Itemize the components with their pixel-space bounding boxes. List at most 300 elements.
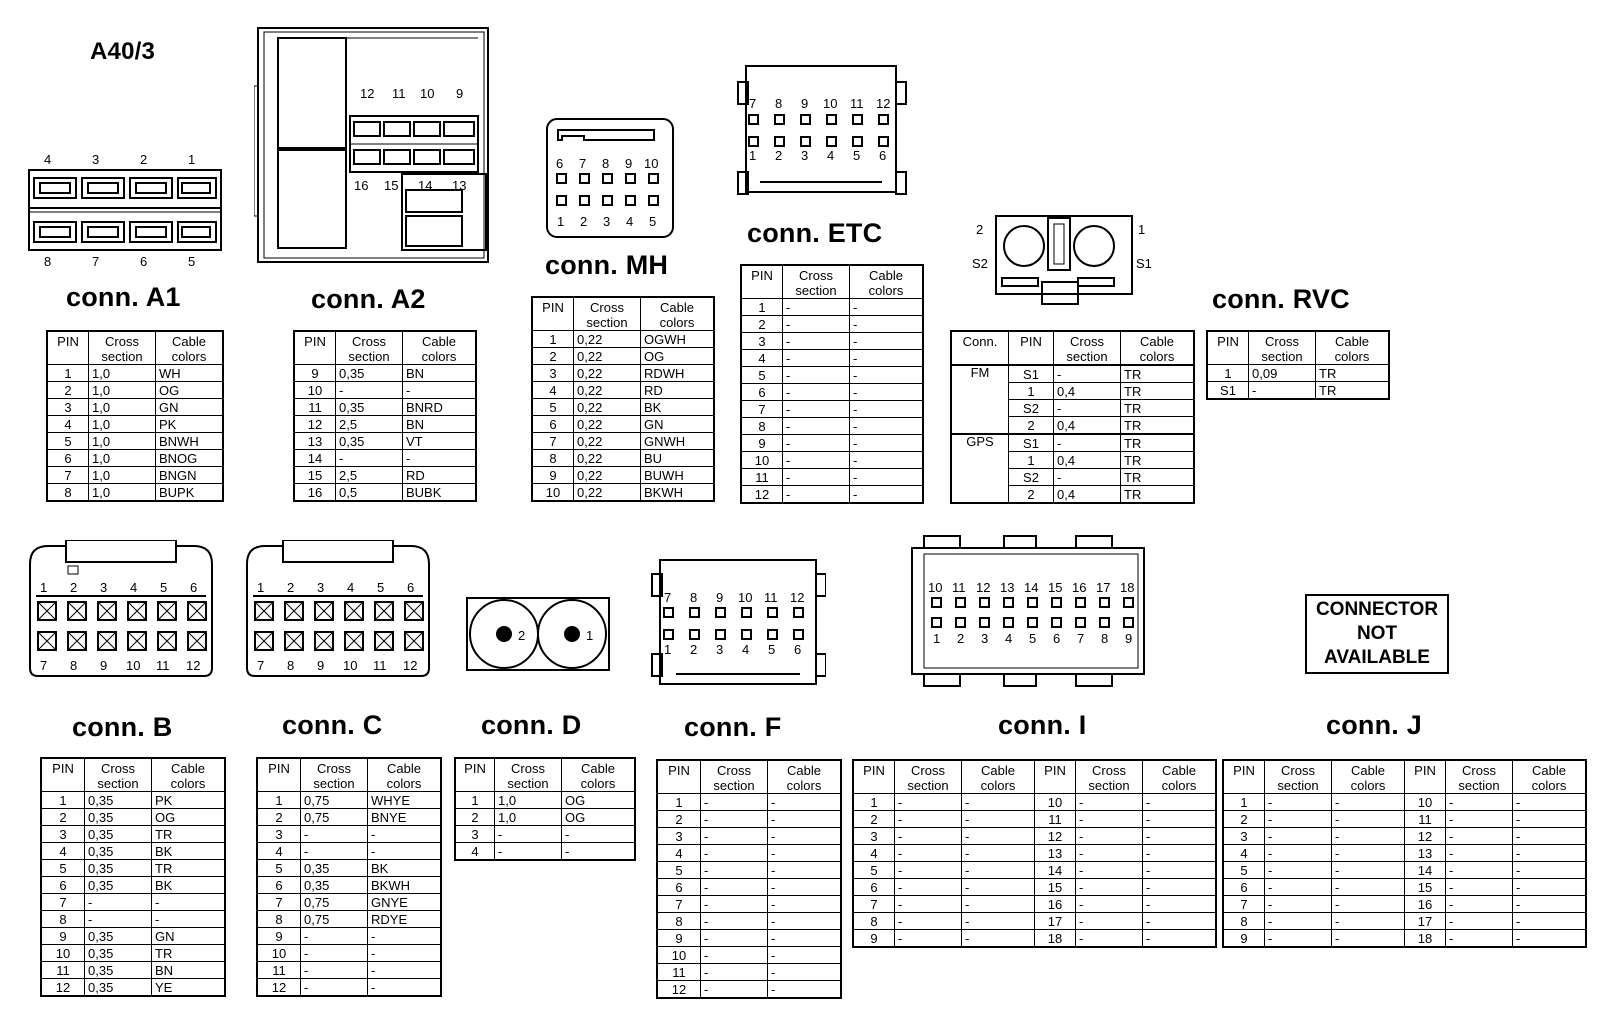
- conn-j-table: [1222, 759, 1587, 948]
- column-header: Cross section: [1054, 331, 1121, 365]
- pin-label: 14: [418, 178, 433, 193]
- table-cell: 10: [741, 452, 783, 469]
- pin-label: 4: [347, 580, 355, 595]
- table-cell: -: [850, 367, 924, 384]
- table-cell: 0,35: [85, 945, 152, 962]
- column-header: Cross section: [895, 760, 962, 794]
- table-cell: BK: [152, 877, 226, 894]
- table-cell: 2: [853, 811, 895, 828]
- table-cell: S2: [1009, 400, 1054, 417]
- pin-label: 1: [586, 628, 594, 643]
- table-row: [47, 450, 223, 467]
- conn-a1-table: [46, 330, 224, 502]
- table-row: [1223, 811, 1586, 828]
- table-row: [294, 416, 476, 433]
- table-cell: TR: [1121, 383, 1195, 400]
- table-cell: -: [1265, 930, 1332, 948]
- table-cell: GNYE: [368, 894, 442, 911]
- table-cell: 11: [41, 962, 85, 979]
- table-row: [532, 348, 714, 365]
- conn-b-drawing: [26, 540, 216, 682]
- table-cell: -: [1265, 845, 1332, 862]
- table-row: [741, 435, 923, 452]
- table-cell: TR: [1121, 417, 1195, 435]
- notice-line: NOT: [1356, 623, 1398, 644]
- pin-label: 8: [602, 156, 610, 171]
- pin-label: 5: [1029, 631, 1037, 646]
- table-cell: -: [301, 826, 368, 843]
- table-cell: 9: [532, 467, 574, 484]
- table-cell: 7: [657, 896, 701, 913]
- table-cell: 0,35: [85, 962, 152, 979]
- table-cell: 0,75: [301, 894, 368, 911]
- column-header: Cable colors: [768, 760, 842, 794]
- conn-c-drawing: [243, 540, 433, 682]
- table-cell: -: [1143, 828, 1217, 845]
- column-header: Cable colors: [1143, 760, 1217, 794]
- table-cell: -: [768, 811, 842, 828]
- table-row: [853, 828, 1216, 845]
- table-cell: VT: [403, 433, 477, 450]
- table-cell: 1: [1009, 383, 1054, 400]
- table-cell: 1: [741, 299, 783, 316]
- table-row: [741, 418, 923, 435]
- conn-a1-title: conn. A1: [66, 282, 181, 312]
- table-cell: 1: [1207, 365, 1249, 382]
- conn-f-title: conn. F: [684, 712, 782, 742]
- table-cell: 8: [41, 911, 85, 928]
- conn-rvc-title: conn. RVC: [1212, 284, 1350, 314]
- table-cell: -: [301, 945, 368, 962]
- table-cell: -: [768, 930, 842, 947]
- table-cell: 5: [41, 860, 85, 877]
- table-cell: TR: [1121, 469, 1195, 486]
- table-cell: -: [768, 896, 842, 913]
- pin-label: 10: [823, 96, 838, 111]
- table-cell: 2: [532, 348, 574, 365]
- table-row: [294, 433, 476, 450]
- table-cell: 4: [532, 382, 574, 399]
- table-cell: GN: [152, 928, 226, 945]
- table-cell: -: [962, 862, 1035, 879]
- conn-c-title: conn. C: [282, 710, 383, 740]
- table-cell: 15: [1405, 879, 1446, 896]
- table-cell: 3: [532, 365, 574, 382]
- table-cell: -: [783, 333, 850, 350]
- table-cell: 1,0: [89, 450, 156, 467]
- table-cell: 1: [1009, 452, 1054, 469]
- notice-line: AVAILABLE: [1324, 647, 1430, 668]
- table-row: [257, 928, 441, 945]
- table-cell: 0,75: [301, 809, 368, 826]
- table-cell: BKWH: [641, 484, 715, 502]
- table-cell: 10: [294, 382, 336, 399]
- table-cell: 6: [47, 450, 89, 467]
- pin-label: 10: [644, 156, 659, 171]
- table-cell: BNYE: [368, 809, 442, 826]
- table-cell: 7: [47, 467, 89, 484]
- table-cell: -: [1513, 913, 1587, 930]
- pin-label: 3: [100, 580, 108, 595]
- table-cell: 9: [294, 365, 336, 382]
- pin-label: 3: [716, 642, 724, 657]
- pin-label: 9: [625, 156, 633, 171]
- table-cell: -: [495, 826, 562, 843]
- table-cell: 2,5: [336, 467, 403, 484]
- conn-mh-title: conn. MH: [545, 250, 669, 280]
- pin-label: 12: [186, 658, 201, 673]
- table-cell: -: [850, 333, 924, 350]
- pin-label: 2: [518, 628, 526, 643]
- table-row: [532, 416, 714, 433]
- table-cell: 7: [41, 894, 85, 911]
- table-cell: -: [368, 945, 442, 962]
- table-cell: -: [850, 316, 924, 333]
- table-cell: OG: [562, 792, 636, 809]
- table-cell: -: [701, 879, 768, 896]
- table-cell: 4: [41, 843, 85, 860]
- table-row: [294, 382, 476, 399]
- table-row: [657, 947, 841, 964]
- table-cell: -: [783, 401, 850, 418]
- table-cell: -: [1513, 845, 1587, 862]
- table-cell: -: [701, 828, 768, 845]
- table-cell: -: [1446, 862, 1513, 879]
- table-cell: OGWH: [641, 331, 715, 348]
- pin-label: 3: [801, 148, 809, 163]
- table-cell: 8: [532, 450, 574, 467]
- pin-label: 1: [257, 580, 265, 595]
- conn-mh-drawing: [544, 116, 676, 240]
- table-cell: 2: [1223, 811, 1265, 828]
- table-cell: 10: [532, 484, 574, 502]
- table-cell: 9: [657, 930, 701, 947]
- table-cell: -: [1513, 862, 1587, 879]
- table-cell: 4: [257, 843, 301, 860]
- pin-label: 10: [126, 658, 141, 673]
- table-cell: -: [701, 981, 768, 999]
- pin-label: 11: [156, 658, 170, 673]
- table-cell: 6: [741, 384, 783, 401]
- table-cell: 1: [257, 792, 301, 809]
- table-cell: 1,0: [89, 399, 156, 416]
- pin-label: 1: [40, 580, 48, 595]
- pin-label: 12: [403, 658, 418, 673]
- table-cell: -: [1054, 400, 1121, 417]
- table-cell: -: [701, 896, 768, 913]
- table-cell: BUBK: [403, 484, 477, 502]
- table-cell: 10: [41, 945, 85, 962]
- pin-label: 6: [140, 254, 148, 269]
- table-cell: -: [1332, 811, 1405, 828]
- table-row: [853, 913, 1216, 930]
- conn-a2-drawing: [254, 26, 494, 264]
- table-row: [455, 826, 635, 843]
- table-cell: TR: [1316, 382, 1390, 400]
- pin-label: 7: [40, 658, 48, 673]
- table-row: [853, 862, 1216, 879]
- pin-label: 16: [1072, 580, 1087, 595]
- table-cell: -: [962, 811, 1035, 828]
- notice-line: CONNECTOR: [1315, 599, 1439, 620]
- pin-label: 12: [360, 86, 375, 101]
- table-row: [47, 416, 223, 433]
- table-cell: 0,22: [574, 331, 641, 348]
- table-cell: GNWH: [641, 433, 715, 450]
- table-row: [1223, 845, 1586, 862]
- table-row: [1223, 862, 1586, 879]
- table-cell: 6: [853, 879, 895, 896]
- pin-label: 8: [70, 658, 78, 673]
- table-cell: 7: [257, 894, 301, 911]
- table-cell: -: [701, 964, 768, 981]
- table-cell: -: [1513, 811, 1587, 828]
- table-cell: 15: [1035, 879, 1076, 896]
- table-cell: -: [701, 845, 768, 862]
- table-cell: -: [403, 382, 477, 399]
- table-cell: -: [1332, 845, 1405, 862]
- table-cell: 14: [1405, 862, 1446, 879]
- table-row: [657, 862, 841, 879]
- table-row: [657, 964, 841, 981]
- table-row: [657, 794, 841, 811]
- table-cell: OG: [562, 809, 636, 826]
- table-cell: -: [1332, 794, 1405, 811]
- table-cell: BK: [641, 399, 715, 416]
- table-cell: 3: [741, 333, 783, 350]
- table-cell: BNOG: [156, 450, 224, 467]
- table-cell: 0,35: [85, 877, 152, 894]
- conn-i-title: conn. I: [998, 710, 1087, 740]
- table-cell: -: [1054, 365, 1121, 383]
- pin-label: 4: [827, 148, 835, 163]
- table-cell: 12: [41, 979, 85, 997]
- table-row: [257, 894, 441, 911]
- table-cell: -: [895, 845, 962, 862]
- conn-etc-table: [740, 264, 924, 504]
- table-cell: S1: [1009, 434, 1054, 452]
- table-cell: -: [1513, 896, 1587, 913]
- table-cell: -: [850, 418, 924, 435]
- pin-label: S1: [1136, 256, 1152, 271]
- column-header: Cross section: [336, 331, 403, 365]
- table-cell: 4: [455, 843, 495, 861]
- table-cell: -: [1076, 879, 1143, 896]
- table-cell: -: [368, 826, 442, 843]
- table-cell: 8: [853, 913, 895, 930]
- pin-label: 9: [317, 658, 325, 673]
- pin-label: 7: [664, 590, 672, 605]
- table-row: [741, 333, 923, 350]
- conn-d-drawing: [464, 594, 614, 674]
- table-cell: 2: [1009, 417, 1054, 435]
- table-cell: -: [1446, 879, 1513, 896]
- table-cell: -: [1513, 879, 1587, 896]
- table-cell: -: [768, 879, 842, 896]
- table-cell: BN: [152, 962, 226, 979]
- table-cell: BK: [368, 860, 442, 877]
- table-header-row: [1223, 760, 1586, 794]
- table-cell: 10: [657, 947, 701, 964]
- table-row: [41, 792, 225, 809]
- table-row: [257, 843, 441, 860]
- table-cell: 0,75: [301, 792, 368, 809]
- table-cell: -: [1054, 434, 1121, 452]
- table-cell: -: [783, 486, 850, 504]
- table-cell: 12: [741, 486, 783, 504]
- table-row: [294, 484, 476, 502]
- table-cell: 3: [47, 399, 89, 416]
- table-cell: -: [1143, 913, 1217, 930]
- conn-d-table: [454, 757, 636, 861]
- pin-label: 8: [1101, 631, 1109, 646]
- table-cell: -: [895, 794, 962, 811]
- pin-label: 9: [456, 86, 464, 101]
- table-cell: -: [1513, 828, 1587, 845]
- pin-label: 2: [287, 580, 295, 595]
- conn-fmgps-table: [950, 330, 1195, 504]
- table-row: [455, 792, 635, 809]
- conn-f-table: [656, 759, 842, 999]
- table-cell: 15: [294, 467, 336, 484]
- table-cell: -: [1332, 862, 1405, 879]
- table-cell: TR: [1121, 400, 1195, 417]
- table-cell: 5: [741, 367, 783, 384]
- table-row: [951, 365, 1194, 383]
- table-cell: -: [850, 486, 924, 504]
- table-cell: FM: [951, 365, 1009, 383]
- table-cell: BN: [403, 365, 477, 382]
- table-cell: 1,0: [495, 792, 562, 809]
- table-row: [257, 945, 441, 962]
- table-cell: RDYE: [368, 911, 442, 928]
- pin-label: 6: [407, 580, 415, 595]
- table-row: [257, 911, 441, 928]
- conn-a2-title: conn. A2: [311, 284, 426, 314]
- conn-mh-table: [531, 296, 715, 502]
- table-cell: -: [1143, 862, 1217, 879]
- conn-j-title: conn. J: [1326, 710, 1422, 740]
- table-cell: 12: [657, 981, 701, 999]
- table-row: [951, 383, 1194, 400]
- table-cell: 13: [294, 433, 336, 450]
- pin-label: 1: [557, 214, 565, 229]
- table-cell: -: [1143, 845, 1217, 862]
- pin-label: 6: [190, 580, 198, 595]
- table-cell: BNGN: [156, 467, 224, 484]
- table-row: [41, 962, 225, 979]
- table-cell: [951, 469, 1009, 486]
- table-cell: 0,22: [574, 399, 641, 416]
- table-cell: TR: [1121, 486, 1195, 504]
- pin-label: 4: [742, 642, 750, 657]
- pin-label: 2: [976, 222, 984, 237]
- table-cell: -: [301, 979, 368, 997]
- column-header: Cross section: [574, 297, 641, 331]
- table-row: [741, 486, 923, 504]
- pin-label: 11: [850, 96, 864, 111]
- table-cell: -: [783, 350, 850, 367]
- table-cell: -: [562, 843, 636, 861]
- pin-label: 3: [92, 152, 100, 167]
- table-row: [951, 486, 1194, 504]
- pin-label: 11: [392, 86, 406, 101]
- table-cell: -: [701, 947, 768, 964]
- table-cell: -: [1076, 896, 1143, 913]
- table-row: [657, 930, 841, 947]
- column-header: Conn.: [951, 331, 1009, 365]
- pin-label: 8: [44, 254, 52, 269]
- table-row: [532, 399, 714, 416]
- table-row: [455, 843, 635, 861]
- table-row: [951, 452, 1194, 469]
- table-cell: 1,0: [89, 382, 156, 399]
- table-cell: -: [895, 913, 962, 930]
- table-cell: 3: [41, 826, 85, 843]
- column-header: Cross section: [89, 331, 156, 365]
- table-cell: -: [562, 826, 636, 843]
- table-cell: -: [783, 299, 850, 316]
- table-cell: S1: [1207, 382, 1249, 400]
- table-cell: 8: [257, 911, 301, 928]
- table-cell: -: [1446, 896, 1513, 913]
- table-cell: 5: [257, 860, 301, 877]
- table-cell: 1: [1223, 794, 1265, 811]
- table-row: [741, 350, 923, 367]
- column-header: Cable colors: [152, 758, 226, 792]
- table-cell: -: [1076, 930, 1143, 948]
- conn-a2-table: [293, 330, 477, 502]
- table-row: [532, 382, 714, 399]
- pin-label: 8: [690, 590, 698, 605]
- conn-c-table: [256, 757, 442, 997]
- table-cell: 12: [1405, 828, 1446, 845]
- table-cell: -: [1265, 879, 1332, 896]
- table-row: [853, 879, 1216, 896]
- table-row: [47, 399, 223, 416]
- table-row: [532, 433, 714, 450]
- pin-label: 15: [1048, 580, 1063, 595]
- pin-label: 2: [690, 642, 698, 657]
- table-row: [257, 877, 441, 894]
- table-row: [853, 845, 1216, 862]
- table-cell: -: [1446, 913, 1513, 930]
- table-cell: -: [768, 964, 842, 981]
- table-cell: 8: [47, 484, 89, 502]
- table-cell: TR: [152, 860, 226, 877]
- conn-etc-drawing: [736, 64, 908, 196]
- table-cell: -: [768, 947, 842, 964]
- table-header-row: [455, 758, 635, 792]
- table-cell: TR: [152, 826, 226, 843]
- table-cell: BK: [152, 843, 226, 860]
- pin-label: 3: [603, 214, 611, 229]
- table-cell: [951, 400, 1009, 417]
- pin-label: 10: [420, 86, 435, 101]
- pin-label: 8: [775, 96, 783, 111]
- pin-label: 6: [794, 642, 802, 657]
- table-cell: 7: [1223, 896, 1265, 913]
- pin-label: 3: [981, 631, 989, 646]
- conn-d-title: conn. D: [481, 710, 582, 740]
- table-cell: BUPK: [156, 484, 224, 502]
- table-row: [741, 316, 923, 333]
- column-header: PIN: [1405, 760, 1446, 794]
- table-row: [741, 469, 923, 486]
- table-cell: 9: [853, 930, 895, 948]
- column-header: Cross section: [85, 758, 152, 792]
- table-row: [741, 299, 923, 316]
